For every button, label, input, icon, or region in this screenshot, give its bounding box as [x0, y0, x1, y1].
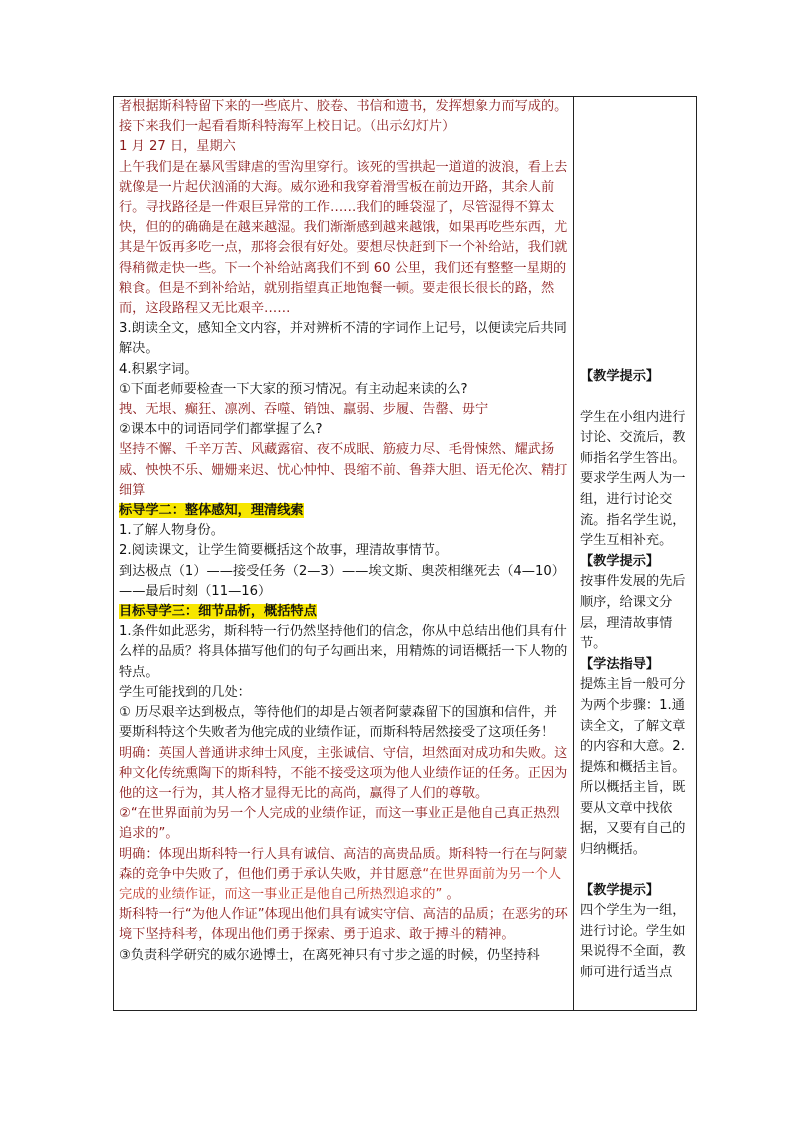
clarify-3: 斯科特一行“为他人作证”体现出他们具有诚实守信、高洁的品质；在恶劣的环境下坚持科考，体现出他们勇于探索、勇于追求、敢于搏斗的精神。 [119, 907, 568, 943]
goal-3-point-3: ③负责科学研究的威尔逊博士，在离死神只有寸步之遥的时候，仍坚持科 [119, 947, 540, 963]
vocab-list-1: 拽、无垠、癫狂、凛冽、吞噬、销蚀、羸弱、步履、告罄、毋宁 [119, 402, 489, 418]
vocab-list-2: 坚持不懈、千辛万苦、风藏露宿、夜不成眠、筋疲力尽、毛骨悚然、耀武扬威、怏怏不乐、姗姗来迟、忧心忡忡、畏缩不前、鲁莽大胆、语无伦次、精打细算 [119, 442, 568, 498]
teaching-notes-column [574, 97, 696, 1010]
goal-2-item-1: 1.了解人物身份。 [119, 523, 224, 539]
tip-3-heading: 【学法指导】 [580, 656, 660, 672]
goal-3-item-1: 1.条件如此恶劣，斯科特一行仍然坚持他们的信念，你从中总结出他们具有什么样的品质？将具体描写他们的句子勾画出来，用精炼的词语概括一下人物的特点。 [119, 624, 568, 680]
intro-paragraph: 者根据斯科特留下来的一些底片、胶卷、书信和遗书，发挥想象力而写成的。接下来我们一起看看斯科特海军上校日记。（出示幻灯片） [119, 99, 568, 135]
goal-3-item-2: 学生可能找到的几处： [119, 684, 251, 700]
goal-2-item-2: 2.阅读课文，让学生简要概括这个故事，理清故事情节。 [119, 543, 449, 559]
lesson-table [113, 96, 697, 1011]
clarify-1: 明确：英国人普通讲求绅士风度，主张诚信、守信，坦然面对成功和失败。这种文化传统熏陶下的斯科特，不能不接受这项为他人业绩作证的任务。正因为他的这一行为，其人格才显得无比的高尚，赢得了人们的尊敬。 [119, 745, 568, 801]
goal-3-point-2: ②“在世界面前为另一个人完成的业绩作证，而这一事业正是他自己真正热烈追求的”。 [119, 806, 560, 842]
goal-3-heading: 目标导学三：细节品析，概括特点 [119, 604, 317, 620]
lesson-content-column [114, 97, 574, 1010]
tip-1-heading: 【教学提示】 [580, 369, 660, 384]
tip-4-heading: 【教学提示】 [580, 882, 660, 898]
step-4: 4.积累字词。 [119, 361, 198, 377]
tip-3-text: 提炼主旨一般可分为两个步骤：1.通读全文，了解文章的内容和大意。2.提炼和概括主旨。所以概括主旨，既要从文章中找依据，又要有自己的归纳概括。 [580, 677, 686, 858]
goal-3-point-1: ① 历尽艰辛达到极点，等待他们的却是占领者阿蒙森留下的国旗和信件，并要斯科特这个失败者为他完成的业绩作证，而斯科特居然接受了这项任务！ [119, 705, 558, 741]
tip-4-text: 四个学生为一组，进行讨论。学生如果说得不全面，教师可进行适当点 [580, 903, 686, 981]
clarify-2: 明确：体现出斯科特一行人具有诚信、高洁的高贵品质。斯科特一行在与阿蒙森的竞争中失败了，但他们勇于承认失败，并甘愿意“在世界面前为另一个人完成的业绩作证，而这一事业正是他自己所热烈追求的” 。 [119, 846, 568, 902]
tip-1-text-2: 要求学生两人为一组，进行讨论交流。指名学生说，学生互相补充。 [580, 471, 686, 549]
tip-2-heading: 【教学提示】 [580, 553, 660, 569]
step-3: 3.朗读全文，感知全文内容，并对辨析不清的字词作上记号，以便读完后共同解决。 [119, 321, 567, 357]
diary-text: 上午我们是在暴风雪肆虐的雪沟里穿行。该死的雪拱起一道道的波浪，看上去就像是一片起伏汹涌的大海。威尔逊和我穿着滑雪板在前边开路，其余人前行。寻找路径是一件艰巨异常的工作……我们的睡袋湿了，尽管湿得不算太快，但的的确确是在越来越湿。我们渐渐感到越来越饿，如果再吃些东西，尤其是午饭再多吃一点，那将会很有好处。要想尽快赶到下一个补给站，我们就得稍微走快一些。下一个补给站离我们不到 60 公里，我们还有整整一星期的粮食。但是不到补给站，就别指望真正地饱餐一顿。要走很长很长的路，然而，这段路程又无比艰辛…… [119, 159, 568, 317]
diary-date: 1 月 27 日，星期六 [119, 139, 236, 155]
notes-spacer [580, 97, 693, 367]
tip-2-text: 按事件发展的先后顺序，给课文分层，理清故事情节。 [580, 574, 686, 652]
question-1: ①下面老师要检查一下大家的预习情况。有主动起来读的么? [119, 381, 468, 397]
plot-outline: 到达极点（1）——接受任务（2—3）——埃文斯、奥茨相继死去（4—10）——最后时刻（11—16） [119, 563, 565, 599]
goal-2-heading: 标导学二：整体感知，理清线索 [119, 503, 304, 519]
tip-1-text: 学生在小组内进行讨论、交流后，教师指名学生答出。 [580, 409, 686, 466]
question-2: ②课本中的词语同学们都掌握了么? [119, 422, 323, 438]
